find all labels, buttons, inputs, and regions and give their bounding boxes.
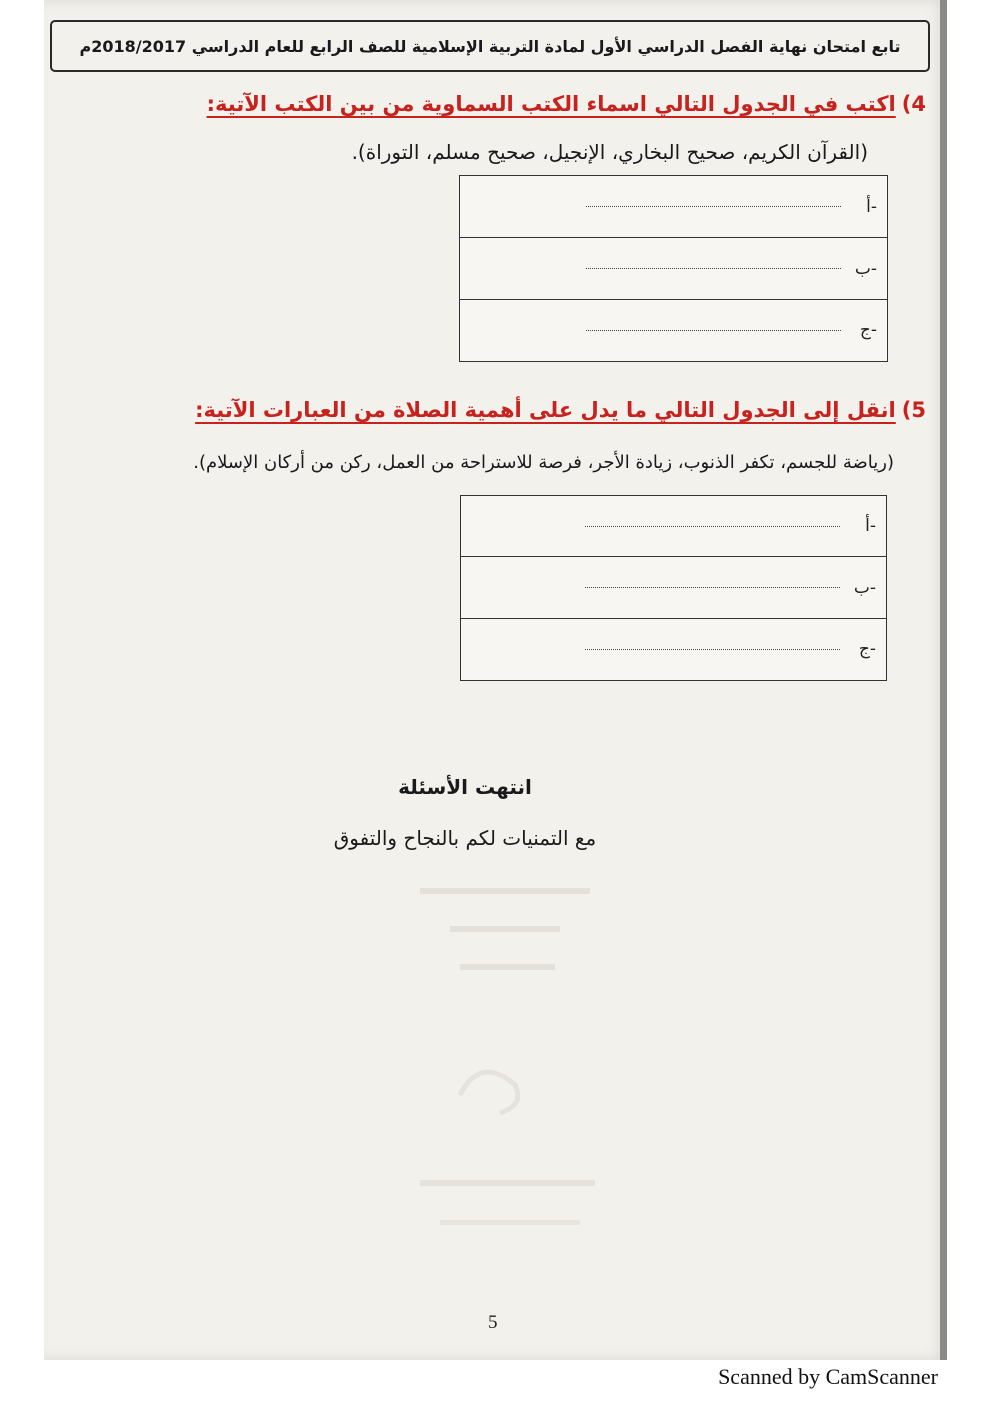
answer-row[interactable] bbox=[461, 619, 886, 679]
answer-row[interactable] bbox=[460, 238, 887, 300]
answer-line[interactable] bbox=[585, 526, 840, 527]
bleed-line bbox=[440, 1220, 580, 1225]
closing-wish: مع التمنيات لكم بالنجاح والتفوق bbox=[333, 826, 597, 850]
answer-line[interactable] bbox=[585, 587, 840, 588]
answer-line[interactable] bbox=[585, 649, 840, 650]
answer-line[interactable] bbox=[586, 330, 841, 331]
page-number: 5 bbox=[488, 1312, 498, 1333]
camscanner-watermark: Scanned by CamScanner bbox=[718, 1364, 938, 1389]
question-4-number: 4) bbox=[901, 92, 926, 116]
answer-row[interactable] bbox=[461, 496, 886, 557]
answer-row[interactable] bbox=[460, 300, 887, 360]
question-5-number: 5) bbox=[901, 398, 926, 422]
question-5-text: انقل إلى الجدول التالي ما يدل على أهمية الصلاة من العبارات الآتية: bbox=[195, 398, 896, 422]
bleed-line bbox=[420, 1180, 595, 1186]
answer-row[interactable] bbox=[460, 176, 887, 238]
bleed-emblem bbox=[460, 1072, 518, 1113]
row-label: ج- bbox=[859, 320, 877, 340]
row-label: ب- bbox=[853, 577, 876, 598]
closing-title: انتهت الأسئلة bbox=[398, 775, 532, 799]
row-label: أ- bbox=[866, 196, 877, 217]
answer-line[interactable] bbox=[586, 206, 841, 207]
question-4-options: (القرآن الكريم، صحيح البخاري، الإنجيل، صحيح مسلم، التوراة). bbox=[351, 140, 868, 164]
row-label: أ- bbox=[865, 516, 876, 536]
bleed-line bbox=[450, 926, 560, 932]
question-5-options: (رياضة للجسم، تكفر الذنوب، زيادة الأجر، فرصة للاستراحة من العمل، ركن من أركان الإسلام). bbox=[193, 452, 894, 473]
exam-header bbox=[50, 20, 930, 72]
bleed-line bbox=[420, 888, 590, 894]
exam-header-title: تابع امتحان نهاية الفصل الدراسي الأول لمادة التربية الإسلامية للصف الرابع للعام الدراسي 2018/2017م bbox=[79, 36, 901, 56]
bleed-through-marks bbox=[380, 880, 620, 1260]
question-5-title bbox=[195, 398, 926, 422]
row-label: ج- bbox=[858, 639, 876, 659]
page-edge-shadow bbox=[940, 0, 947, 1360]
question-5-answer-table bbox=[460, 495, 887, 681]
question-4-answer-table bbox=[459, 175, 888, 362]
row-label: ب- bbox=[854, 258, 877, 279]
answer-line[interactable] bbox=[586, 268, 841, 269]
question-4-title bbox=[207, 92, 926, 116]
bleed-line bbox=[460, 964, 555, 970]
answer-row[interactable] bbox=[461, 557, 886, 619]
question-4-text: اكتب في الجدول التالي اسماء الكتب السماوية من بين الكتب الآتية: bbox=[206, 92, 896, 116]
